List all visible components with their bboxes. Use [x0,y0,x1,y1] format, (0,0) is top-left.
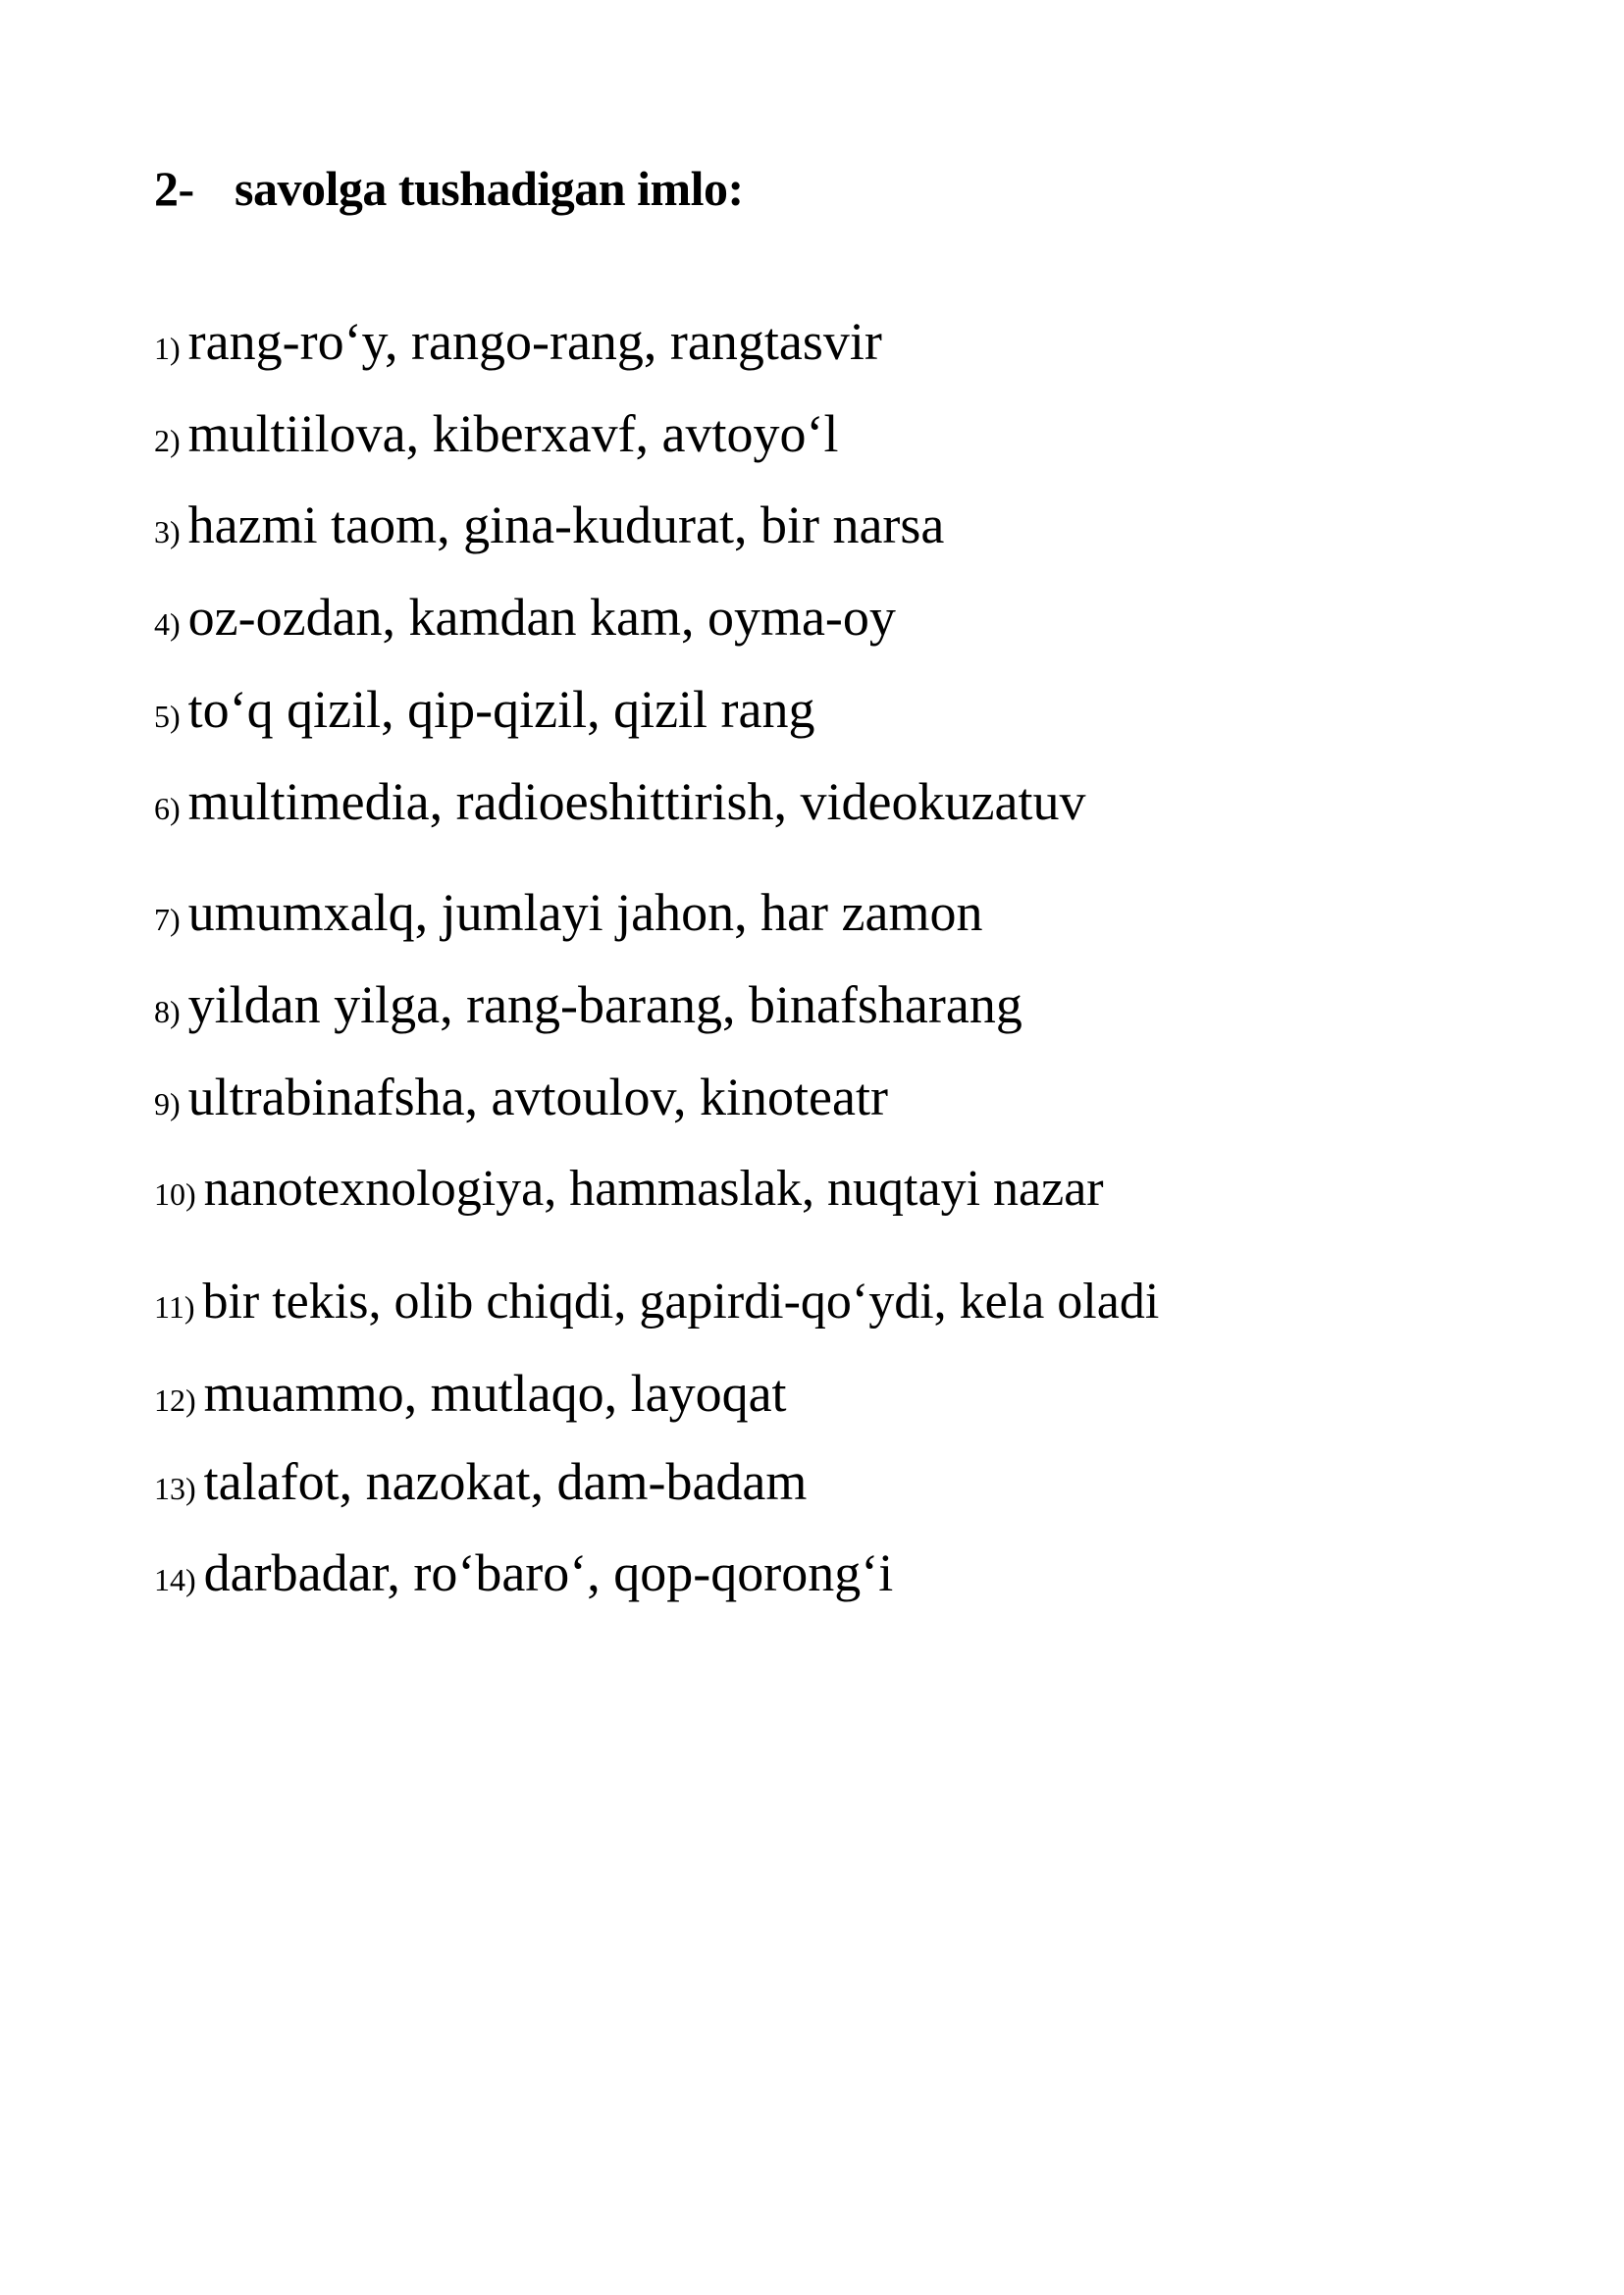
list-item [154,588,896,647]
item-text: multimedia, radioeshittirish, videokuzatuv [187,772,1086,831]
item-text: yildan yilga, rang-barang, binafsharang [187,975,1022,1034]
question-number: 2- [154,161,194,216]
item-marker: 2) [154,423,181,458]
item-marker: 10) [154,1176,196,1212]
item-marker: 7) [154,902,181,937]
list-item [154,1364,787,1423]
item-marker: 1) [154,331,181,366]
item-text: ultrabinafsha, avtoulov, kinoteatr [187,1068,888,1126]
list-item [154,883,982,942]
item-text: darbadar, ro‘baro‘, qop-qorong‘i [203,1543,894,1602]
item-text: nanotexnologiya, hammaslak, nuqtayi nazar [203,1161,1104,1217]
item-text: to‘q qizil, qip-qizil, qizil rang [187,680,815,739]
item-marker: 11) [154,1289,195,1325]
list-item [154,404,839,463]
item-marker: 8) [154,994,181,1029]
list-item [154,496,944,554]
item-text: hazmi taom, gina-kudurat, bir narsa [187,496,945,554]
item-marker: 12) [154,1382,196,1418]
item-text: bir tekis, olib chiqdi, gapirdi-qo‘ydi, kela oladi [202,1274,1160,1330]
item-text: rang-ro‘y, rango-rang, rangtasvir [187,312,882,371]
question-title: savolga tushadigan imlo: [235,161,744,216]
item-text: oz-ozdan, kamdan kam, oyma-oy [187,588,896,647]
list-item [154,1160,1104,1219]
list-item [154,1068,888,1126]
item-marker: 9) [154,1086,181,1121]
list-item [154,312,882,371]
item-text: umumxalq, jumlayi jahon, har zamon [187,883,983,942]
list-item [154,680,815,739]
item-marker: 14) [154,1562,196,1597]
item-marker: 4) [154,606,181,642]
list-item [154,975,1022,1034]
item-text: muammo, mutlaqo, layoqat [203,1364,787,1423]
list-item [154,1543,893,1602]
item-text: talafot, nazokat, dam-badam [203,1452,808,1511]
item-text: multiilova, kiberxavf, avtoyo‘l [187,404,839,463]
question-heading [154,159,744,218]
item-marker: 3) [154,514,181,549]
item-marker: 13) [154,1471,196,1506]
list-item [154,1273,1159,1331]
item-marker: 5) [154,699,181,734]
list-item [154,772,1085,831]
list-item [154,1452,807,1511]
item-marker: 6) [154,791,181,826]
